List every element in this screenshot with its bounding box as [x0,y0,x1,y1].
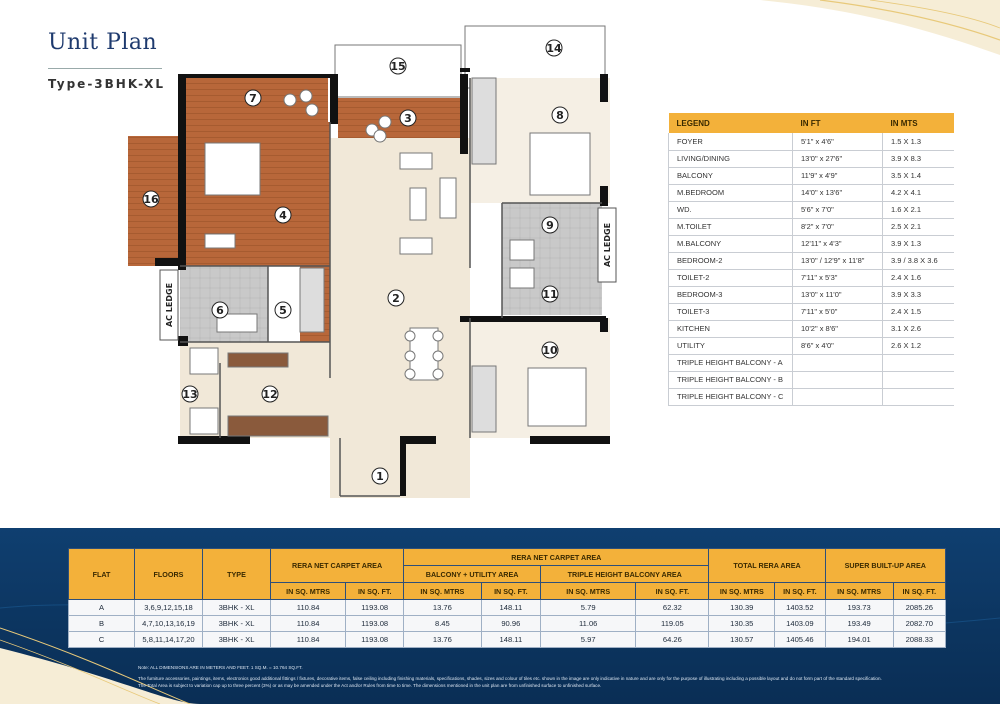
legend-row [669,354,955,371]
cell-rera-sqft: 1193.08 [346,616,404,632]
cell-rera-sqft: 1193.08 [346,632,404,648]
legend-item: M.BEDROOM [669,184,793,201]
legend-item: WD. [669,201,793,218]
svg-text:7: 7 [249,92,257,105]
note-area-variation: The Total Area is subject to variation cap up to three percent (3%) or as may be amended under the Act and/or Rules from time to time. The dimensions mentioned in the unit plan are from unfinished surface to unfinished surface. [138,683,602,688]
legend-row [669,201,955,218]
room-label-10 [542,342,558,358]
cell-bal-util-sqft: 148.11 [481,632,541,648]
legend-mts: 3.5 X 1.4 [883,167,955,184]
legend-item: M.BALCONY [669,235,793,252]
svg-text:3: 3 [404,112,412,125]
legend-item: BEDROOM-2 [669,252,793,269]
cell-total-sqm: 130.35 [709,616,775,632]
legend-row [669,337,955,354]
cell-rera-sqm: 110.84 [271,600,346,616]
legend-item: TRIPLE HEIGHT BALCONY - A [669,354,793,371]
cell-floors: 3,6,9,12,15,18 [135,600,203,616]
legend-ft [793,354,883,371]
legend-mts: 1.6 X 2.1 [883,201,955,218]
legend-ft: 12'11" x 4'3" [793,235,883,252]
area-table [68,548,946,648]
legend-item: FOYER [669,133,793,150]
cell-total-sqm: 130.57 [709,632,775,648]
unit-sqm: IN SQ. MTRS [271,583,346,600]
cell-total-sqm: 130.39 [709,600,775,616]
svg-text:1: 1 [376,470,384,483]
cell-super-sqm: 193.73 [825,600,893,616]
cell-flat: C [69,632,135,648]
legend-row [669,286,955,303]
cell-type: 3BHK - XL [203,600,271,616]
legend-row [669,320,955,337]
room-label-1 [372,468,388,484]
cell-super-sqft: 2082.70 [893,616,945,632]
cell-total-sqft: 1403.52 [775,600,825,616]
room-label-7 [245,90,261,106]
legend-mts [883,354,955,371]
legend-row [669,252,955,269]
cell-bal-util-sqm: 13.76 [404,600,481,616]
cell-triple-sqm: 11.06 [541,616,636,632]
legend-ft: 5'1" x 4'6" [793,133,883,150]
room-label-8 [552,107,568,123]
svg-text:8: 8 [556,109,564,122]
legend-ft: 14'0" x 13'6" [793,184,883,201]
cell-triple-sqft: 62.32 [636,600,709,616]
room-label-14 [546,40,562,56]
legend-row [669,388,955,405]
area-summary-band [0,528,1000,704]
room-label-16 [143,191,159,207]
legend-row [669,167,955,184]
legend-header-legend: LEGEND [669,113,793,133]
legend-mts: 3.9 X 8.3 [883,150,955,167]
svg-text:16: 16 [143,193,159,206]
room-label-11 [542,286,558,302]
legend-mts: 2.6 X 1.2 [883,337,955,354]
room-label-6 [212,302,228,318]
svg-text:11: 11 [542,288,558,301]
legend-ft [793,371,883,388]
room-label-4 [275,207,291,223]
cell-bal-util-sqft: 90.96 [481,616,541,632]
svg-text:12: 12 [262,388,278,401]
cell-super-sqm: 194.01 [825,632,893,648]
legend-mts: 2.4 X 1.6 [883,269,955,286]
col-triple-height: TRIPLE HEIGHT BALCONY AREA [541,566,709,583]
note-dimensions: Note: ALL DIMENSIONS ARE IN METERS AND FEET. 1 SQ.M. = 10.764 SQ.FT. [138,665,303,670]
legend-mts: 3.9 X 3.3 [883,286,955,303]
legend-row [669,235,955,252]
unit-sqm: IN SQ. MTRS [709,583,775,600]
svg-text:6: 6 [216,304,224,317]
legend-ft: 8'6" x 4'0" [793,337,883,354]
legend-mts: 3.9 X 1.3 [883,235,955,252]
legend-mts: 1.5 X 1.3 [883,133,955,150]
svg-text:2: 2 [392,292,400,305]
ac-ledge-label-left: AC LEDGE [165,282,174,328]
note-disclaimer: The furniture accessories, paintings, items, electronics good additional fittings / fixtures, decorative items, false ceiling including finishing materials, specifications, shades, sizes and colour of tiles etc. shown in the image are only indicative in nature and are only for the purpose of illustrating including a possible layout and do not form part of the standard specification. [138,676,882,681]
room-label-13 [182,386,198,402]
svg-text:5: 5 [279,304,287,317]
legend-mts: 2.5 X 2.1 [883,218,955,235]
col-rera-net: RERA NET CARPET AREA [271,549,404,583]
cell-bal-util-sqft: 148.11 [481,600,541,616]
cell-super-sqft: 2088.33 [893,632,945,648]
legend-ft: 10'2" x 8'6" [793,320,883,337]
legend-ft: 7'11" x 5'3" [793,269,883,286]
cell-triple-sqm: 5.79 [541,600,636,616]
legend-ft: 13'0" / 12'9" x 11'8" [793,252,883,269]
legend-header-ft: IN FT [793,113,883,133]
cell-type: 3BHK - XL [203,616,271,632]
legend-item: KITCHEN [669,320,793,337]
legend-row [669,184,955,201]
svg-text:15: 15 [390,60,406,73]
col-rera-net-2: RERA NET CARPET AREA [404,549,709,566]
unit-sqm: IN SQ. MTRS [404,583,481,600]
col-total-rera: TOTAL RERA AREA [709,549,825,583]
room-label-12 [262,386,278,402]
legend-rows [669,133,955,405]
room-label-3 [400,110,416,126]
balcony-floor [338,98,460,138]
legend-ft: 13'0" x 27'6" [793,150,883,167]
legend-mts: 2.4 X 1.5 [883,303,955,320]
legend-item: LIVING/DINING [669,150,793,167]
legend-mts: 4.2 X 4.1 [883,184,955,201]
room-label-9 [542,217,558,233]
legend-ft: 13'0" x 11'0" [793,286,883,303]
legend-item: TRIPLE HEIGHT BALCONY - C [669,388,793,405]
legend-item: BALCONY [669,167,793,184]
footnotes [138,664,968,689]
cell-triple-sqm: 5.97 [541,632,636,648]
cell-bal-util-sqm: 8.45 [404,616,481,632]
cell-total-sqft: 1405.46 [775,632,825,648]
cell-total-sqft: 1403.09 [775,616,825,632]
area-rows [69,600,946,648]
cell-flat: B [69,616,135,632]
legend-item: UTILITY [669,337,793,354]
unit-sqft: IN SQ. FT. [481,583,541,600]
legend-ft: 5'6" x 7'0" [793,201,883,218]
unit-sqft: IN SQ. FT. [636,583,709,600]
col-type: TYPE [203,549,271,600]
room-label-5 [275,302,291,318]
legend-mts: 3.1 X 2.6 [883,320,955,337]
legend-mts: 3.9 / 3.8 X 3.6 [883,252,955,269]
legend-item: TRIPLE HEIGHT BALCONY - B [669,371,793,388]
col-super-builtup: SUPER BUILT-UP AREA [825,549,945,583]
svg-text:9: 9 [546,219,554,232]
cell-floors: 5,8,11,14,17,20 [135,632,203,648]
legend-item: M.TOILET [669,218,793,235]
svg-text:14: 14 [546,42,562,55]
legend-item: TOILET-2 [669,269,793,286]
legend-ft [793,388,883,405]
legend-ft: 7'11" x 5'0" [793,303,883,320]
legend-item: BEDROOM-3 [669,286,793,303]
legend-mts [883,371,955,388]
legend-mts [883,388,955,405]
legend-row [669,133,955,150]
cell-rera-sqft: 1193.08 [346,600,404,616]
unit-sqm: IN SQ. MTRS [541,583,636,600]
cell-triple-sqft: 64.26 [636,632,709,648]
cell-type: 3BHK - XL [203,632,271,648]
legend-ft: 11'9" x 4'9" [793,167,883,184]
legend-header-mts: IN MTS [883,113,955,133]
table-row [69,632,946,648]
legend-row [669,269,955,286]
svg-text:4: 4 [279,209,287,222]
legend-row [669,218,955,235]
col-balcony-utility: BALCONY + UTILITY AREA [404,566,541,583]
floor-plan [110,18,640,508]
cell-flat: A [69,600,135,616]
cell-bal-util-sqm: 13.76 [404,632,481,648]
unit-sqm: IN SQ. MTRS [825,583,893,600]
room-label-2 [388,290,404,306]
unit-type-subtitle: Type-3BHK-XL [48,77,165,91]
legend-ft: 8'2" x 7'0" [793,218,883,235]
legend-item: TOILET-3 [669,303,793,320]
unit-sqft: IN SQ. FT. [346,583,404,600]
col-floors: FLOORS [135,549,203,600]
svg-text:10: 10 [542,344,558,357]
col-flat: FLAT [69,549,135,600]
page-title: Unit Plan [48,30,158,55]
cell-super-sqm: 193.49 [825,616,893,632]
legend-row [669,150,955,167]
room-label-15 [390,58,406,74]
legend-row [669,303,955,320]
cell-triple-sqft: 119.05 [636,616,709,632]
cell-super-sqft: 2085.26 [893,600,945,616]
ac-ledge-label-right: AC LEDGE [603,222,612,268]
cell-rera-sqm: 110.84 [271,616,346,632]
cell-floors: 4,7,10,13,16,19 [135,616,203,632]
unit-sqft: IN SQ. FT. [775,583,825,600]
table-row [69,616,946,632]
table-row [69,600,946,616]
svg-text:13: 13 [182,388,198,401]
legend-table [668,113,954,406]
unit-sqft: IN SQ. FT. [893,583,945,600]
legend-row [669,371,955,388]
cell-rera-sqm: 110.84 [271,632,346,648]
